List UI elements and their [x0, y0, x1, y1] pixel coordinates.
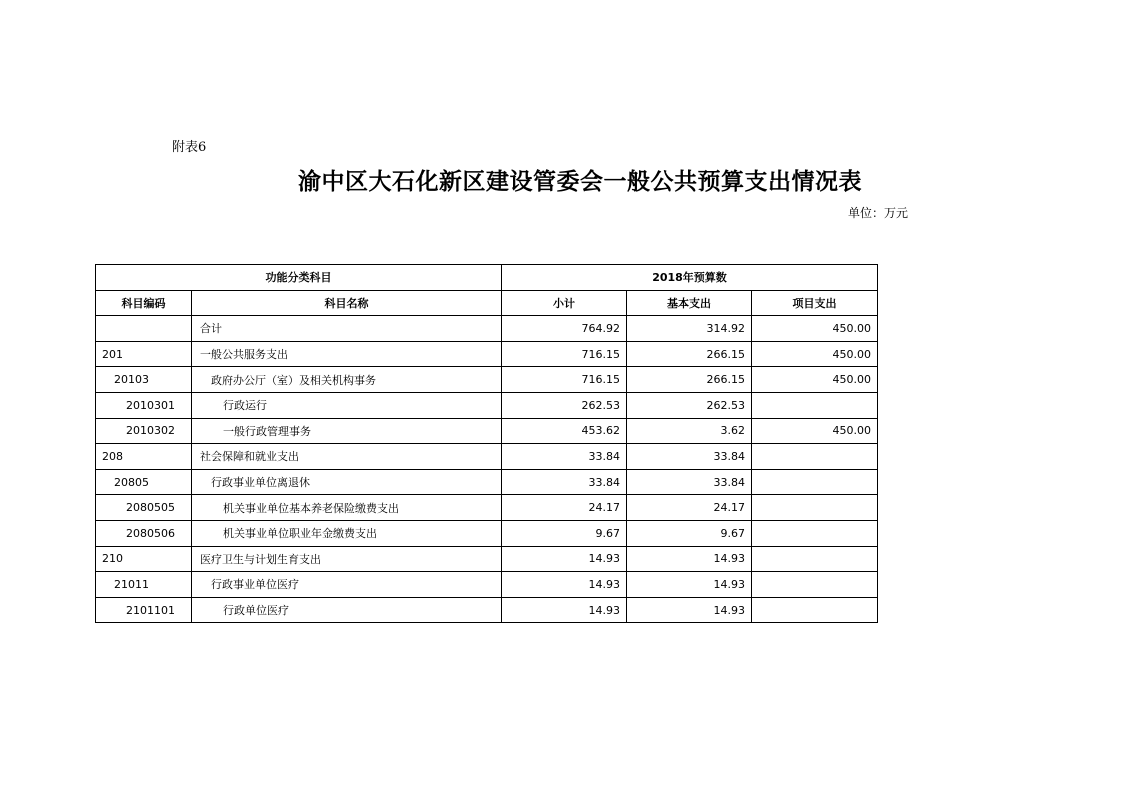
subject-code-cell: 2010302: [96, 418, 192, 444]
subject-code-cell: 20103: [96, 367, 192, 393]
subject-code-cell: [96, 316, 192, 342]
subject-name-cell: 机关事业单位基本养老保险缴费支出: [192, 495, 502, 521]
basic-expense-cell: 314.92: [627, 316, 752, 342]
basic-expense-cell: 14.93: [627, 597, 752, 623]
project-expense-cell: [752, 444, 878, 470]
project-expense-cell: 450.00: [752, 418, 878, 444]
subtotal-cell: 33.84: [502, 469, 627, 495]
unit-label: 单位：万元: [847, 206, 908, 220]
table-row: [96, 597, 878, 623]
project-expense-cell: [752, 520, 878, 546]
subtotal-cell: 24.17: [502, 495, 627, 521]
budget-group-header: 2018年预算数: [502, 265, 878, 291]
project-expense-cell: [752, 546, 878, 572]
project-expense-cell: [752, 572, 878, 598]
table-row: [96, 341, 878, 367]
table-row: [96, 316, 878, 342]
project-expense-cell: [752, 495, 878, 521]
subject-name-cell: 一般行政管理事务: [192, 418, 502, 444]
basic-expense-cell: 14.93: [627, 546, 752, 572]
subject-code-cell: 201: [96, 341, 192, 367]
subject-name-cell: 行政运行: [192, 392, 502, 418]
subject-name-cell: 医疗卫生与计划生育支出: [192, 546, 502, 572]
table-body: [96, 316, 878, 623]
basic-expense-cell: 24.17: [627, 495, 752, 521]
subtotal-cell: 9.67: [502, 520, 627, 546]
subject-code-cell: 2080506: [96, 520, 192, 546]
subtotal-cell: 14.93: [502, 546, 627, 572]
subject-code-cell: 2010301: [96, 392, 192, 418]
project-expense-cell: [752, 469, 878, 495]
subject-code-cell: 20805: [96, 469, 192, 495]
subject-name-cell: 政府办公厅（室）及相关机构事务: [192, 367, 502, 393]
subject-code-cell: 208: [96, 444, 192, 470]
basic-expense-cell: 33.84: [627, 469, 752, 495]
table-row: [96, 520, 878, 546]
subtotal-cell: 764.92: [502, 316, 627, 342]
project-expense-cell: [752, 392, 878, 418]
subject-name-cell: 行政事业单位离退休: [192, 469, 502, 495]
table-row: [96, 495, 878, 521]
table-row: [96, 469, 878, 495]
basic-expense-cell: 266.15: [627, 367, 752, 393]
subject-code-cell: 21011: [96, 572, 192, 598]
subtotal-cell: 716.15: [502, 367, 627, 393]
basic-expense-cell: 14.93: [627, 572, 752, 598]
project-expense-cell: [752, 597, 878, 623]
subject-name-cell: 合计: [192, 316, 502, 342]
table-row: [96, 367, 878, 393]
table-row: [96, 392, 878, 418]
basic-column-header: 基本支出: [627, 290, 752, 316]
subject-name-cell: 社会保障和就业支出: [192, 444, 502, 470]
table-row: [96, 418, 878, 444]
project-column-header: 项目支出: [752, 290, 878, 316]
basic-expense-cell: 9.67: [627, 520, 752, 546]
column-header-row: [96, 290, 878, 316]
basic-expense-cell: 266.15: [627, 341, 752, 367]
functional-group-header: 功能分类科目: [96, 265, 502, 291]
page-title: 渝中区大石化新区建设管委会一般公共预算支出情况表: [298, 168, 862, 195]
subtotal-column-header: 小计: [502, 290, 627, 316]
code-column-header: 科目编码: [96, 290, 192, 316]
subtotal-cell: 716.15: [502, 341, 627, 367]
subject-name-cell: 行政事业单位医疗: [192, 572, 502, 598]
subtotal-cell: 453.62: [502, 418, 627, 444]
project-expense-cell: 450.00: [752, 367, 878, 393]
project-expense-cell: 450.00: [752, 316, 878, 342]
subject-code-cell: 2101101: [96, 597, 192, 623]
subject-code-cell: 2080505: [96, 495, 192, 521]
project-expense-cell: 450.00: [752, 341, 878, 367]
subject-name-cell: 一般公共服务支出: [192, 341, 502, 367]
subtotal-cell: 262.53: [502, 392, 627, 418]
basic-expense-cell: 33.84: [627, 444, 752, 470]
table-row: [96, 572, 878, 598]
table-row: [96, 546, 878, 572]
subtotal-cell: 14.93: [502, 572, 627, 598]
group-header-row: [96, 265, 878, 291]
subject-name-cell: 机关事业单位职业年金缴费支出: [192, 520, 502, 546]
table-row: [96, 444, 878, 470]
subject-code-cell: 210: [96, 546, 192, 572]
basic-expense-cell: 262.53: [627, 392, 752, 418]
basic-expense-cell: 3.62: [627, 418, 752, 444]
name-column-header: 科目名称: [192, 290, 502, 316]
budget-table: [95, 264, 878, 623]
appendix-label: 附表6: [172, 140, 207, 155]
subject-name-cell: 行政单位医疗: [192, 597, 502, 623]
subtotal-cell: 14.93: [502, 597, 627, 623]
subtotal-cell: 33.84: [502, 444, 627, 470]
